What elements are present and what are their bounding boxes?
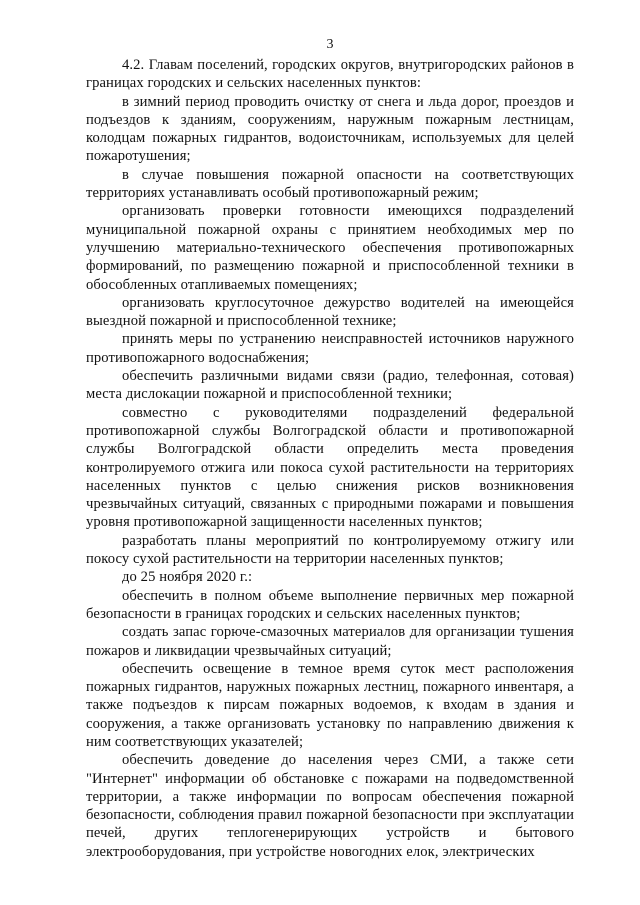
paragraph-fuel-reserve: создать запас горюче-смазочных материалов для организации тушения пожаров и ликвидации чрезвычайных ситуаций;	[86, 624, 574, 659]
paragraph-4-2-heading: 4.2. Главам поселений, городских округов, внутригородских районов в границах городских и сельских населенных пунктов:	[86, 57, 574, 92]
paragraph-special-regime: в случае повышения пожарной опасности на соответствующих территориях устанавливать особый противопожарный режим;	[86, 166, 574, 202]
paragraph-controlled-burning: совместно с руководителями подразделений федеральной противопожарной службы Волгоградской области и противопожарной службы Волгоградской области определить места проведения контролируемого отжига или покоса сухой растительности на территориях населенных пунктов с целью снижения рисков возникновения чрезвычайных ситуаций, связанных с природными пожарами и повышения уровня противопожарной защищенности населенных пунктов;	[86, 404, 574, 531]
paragraph-communications: обеспечить различными видами связи (радио, телефонная, сотовая) места дислокации пожарной и приспособленной техники;	[86, 368, 574, 403]
paragraph-driver-duty: организовать круглосуточное дежурство водителей на имеющейся выездной пожарной и приспособленной технике;	[86, 294, 574, 330]
paragraph-water-supply: принять меры по устранению неисправностей источников наружного противопожарного водоснабжения;	[86, 331, 574, 366]
paragraph-readiness-checks: организовать проверки готовности имеющихся подразделений муниципальной пожарной охраны с принятием необходимых мер по улучшению материально-технического обеспечения противопожарных формирований, по размещению пожарной и приспособленной техники в обособленных отапливаемых помещениях;	[86, 203, 574, 293]
paragraph-lighting: обеспечить освещение в темное время суток мест расположения пожарных гидрантов, наружных пожарных лестниц, пожарного инвентаря, а также подъездов к пирсам пожарных водоемов, к входам в здания и сооружения, а также организовать установку по направлению движения к ним соответствующих указателей;	[86, 660, 574, 750]
paragraph-primary-measures: обеспечить в полном объеме выполнение первичных мер пожарной безопасности в границах городских и сельских населенных пунктов;	[86, 587, 574, 622]
paragraph-deadline: до 25 ноября 2020 г.:	[122, 569, 253, 586]
paragraph-media-info: обеспечить доведение до населения через СМИ, а также сети "Интернет" информации об обстановке с пожарами на подведомственной территории, а также информации по вопросам обеспечения пожарной безопасности, соблюдения правил пожарной безопасности при эксплуатации печей, других теплогенерирующих устройств и бытового электрооборудования, при устройстве новогодних елок, электрических	[86, 752, 574, 860]
paragraph-winter-cleaning: в зимний период проводить очистку от снега и льда дорог, проездов и подъездов к зданиям, сооружениям, наружным пожарным лестницам, колодцам пожарных гидрантов, водоисточникам, используемых для целей пожаротушения;	[86, 93, 574, 165]
paragraph-plans: разработать планы мероприятий по контролируемому отжигу или покосу сухой растительности на территории населенных пунктов;	[86, 532, 574, 568]
page-number: 3	[326, 37, 334, 52]
